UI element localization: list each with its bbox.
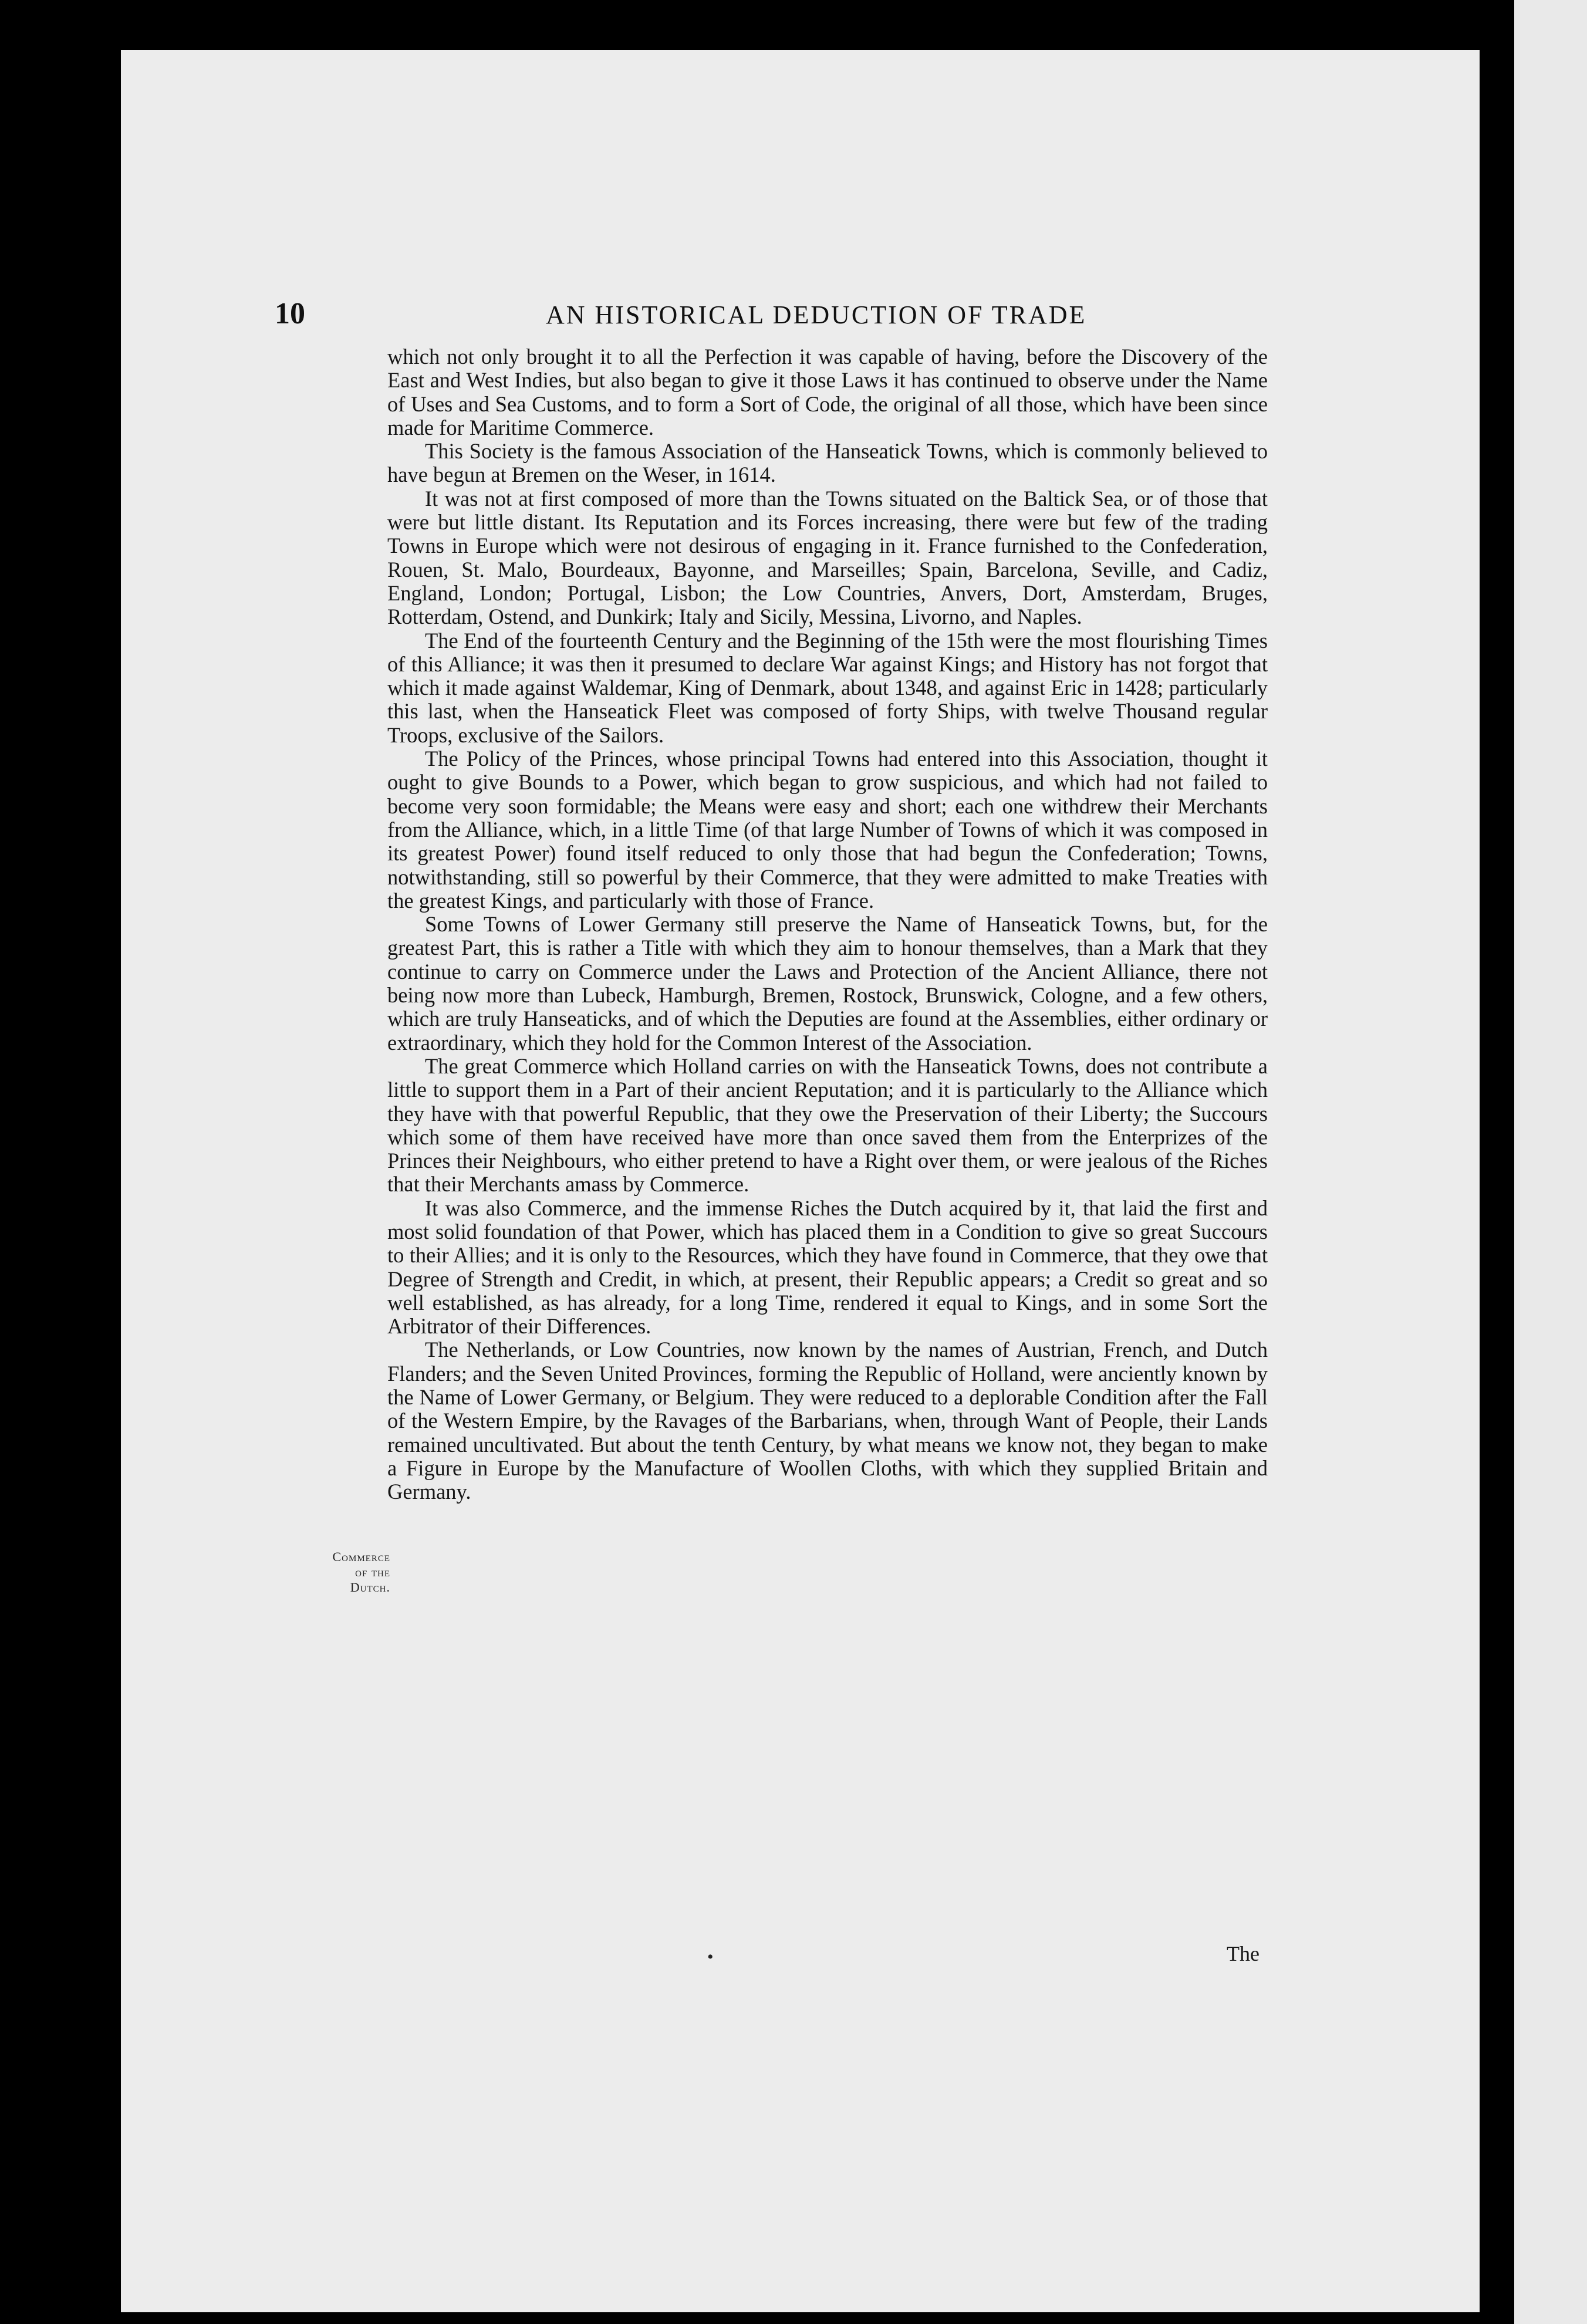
marginal-note-line: Dutch. <box>350 1580 390 1595</box>
page-number: 10 <box>275 297 305 330</box>
signature-mark: • <box>707 1947 714 1967</box>
body-text <box>387 345 1268 1504</box>
paragraph: It was also Commerce, and the immense Riches the Dutch acquired by it, that laid the first and most solid foundation of that Power, which has placed them in a Condition to give so great Succours to their Allies; and it is only to the Resources, which they have found in Commerce, that they owe that Degree of Strength and Credit, in which, at present, their Republic appears; a Credit so great and so well established, as has already, for a long Time, rendered it equal to Kings, and in some Sort the Arbitrator of their Differences. <box>387 1195 1268 1339</box>
paragraph: This Society is the famous Association of the Hanseatick Towns, which is commonly believed to have begun at Bremen on the Weser, in 1614. <box>387 439 1268 487</box>
marginal-note-line: of the <box>355 1565 390 1579</box>
paragraph: Some Towns of Lower Germany still preserve the Name of Hanseatick Towns, but, for the greatest Part, this is rather a Title with which they aim to honour themselves, than a Mark that they continue to carry on Commerce under the Laws and Protection of the Ancient Alliance, there not being now more than Lubeck, Hamburgh, Bremen, Rostock, Brunswick, Cologne, and a few others, which are truly Hanseaticks, and of which the Deputies are found at the Assemblies, either ordinary or extraordinary, which they hold for the Common Interest of the Association. <box>387 912 1268 1055</box>
marginal-note <box>273 1549 390 1595</box>
facing-page-edge <box>1514 0 1587 2324</box>
paragraph: The great Commerce which Holland carries on with the Hanseatick Towns, does not contribute a little to support them in a Part of their ancient Reputation; and it is particularly to the Alliance which they have with that powerful Republic, that they owe the Preservation of their Liberty; the Succours which some of them have received have more than once saved them from the Enterprizes of the Princes their Neighbours, who either pretend to have a Right over them, or were jealous of the Riches that their Merchants amass by Commerce. <box>387 1053 1268 1197</box>
paragraph: The Policy of the Princes, whose principal Towns had entered into this Association, thought it ought to give Bounds to a Power, which began to grow suspicious, and which had not failed to become very soon formidable; the Means were easy and short; each one withdrew their Merchants from the Alliance, which, in a little Time (of that large Number of Towns of which it was composed in its greatest Power) found itself reduced to only those that had begun the Confederation; Towns, notwithstanding, still so powerful by their Commerce, that they were admitted to make Treaties with the greatest Kings, and particularly with those of France. <box>387 746 1268 913</box>
running-title: AN HISTORICAL DEDUCTION OF TRADE <box>546 300 1087 329</box>
marginal-note-line: Commerce <box>332 1549 390 1564</box>
paragraph-continuation: which not only brought it to all the Perfection it was capable of having, before the Discovery of the East and West Indies, but also began to give it those Laws it has continued to observe under the Name of Uses and Sea Customs, and to form a Sort of Code, the original of all those, which have been since made for Maritime Commerce. <box>387 344 1268 440</box>
catchword: The <box>1227 1942 1260 1965</box>
paragraph: The Netherlands, or Low Countries, now known by the names of Austrian, French, and Dutch Flanders; and the Seven United Provinces, forming the Republic of Holland, were anciently known by the Name of Lower Germany, or Belgium. They were reduced to a deplorable Condition after the Fall of the Western Empire, by the Ravages of the Barbarians, when, through Want of People, their Lands remained uncultivated. But about the tenth Century, by what means we know not, they began to make a Figure in Europe by the Manufacture of Woollen Cloths, with which they supplied Britain and Germany. <box>387 1337 1268 1504</box>
paragraph: It was not at first composed of more than the Towns situated on the Baltick Sea, or of those that were but little distant. Its Reputation and its Forces increasing, there were but few of the trading Towns in Europe which were not desirous of engaging in it. France furnished to the Confederation, Rouen, St. Malo, Bourdeaux, Bayonne, and Marseilles; Spain, Barcelona, Seville, and Cadiz, England, London; Portugal, Lisbon; the Low Countries, Anvers, Dort, Amsterdam, Bruges, Rotterdam, Ostend, and Dunkirk; Italy and Sicily, Messina, Livorno, and Naples. <box>387 486 1268 629</box>
paragraph: The End of the fourteenth Century and the Beginning of the 15th were the most flourishing Times of this Alliance; it was then it presumed to declare War against Kings; and History has not forgot that which it made against Waldemar, King of Denmark, about 1348, and against Eric in 1428; particularly this last, when the Hanseatick Fleet was composed of forty Ships, with twelve Thousand regular Troops, exclusive of the Sailors. <box>387 628 1268 747</box>
